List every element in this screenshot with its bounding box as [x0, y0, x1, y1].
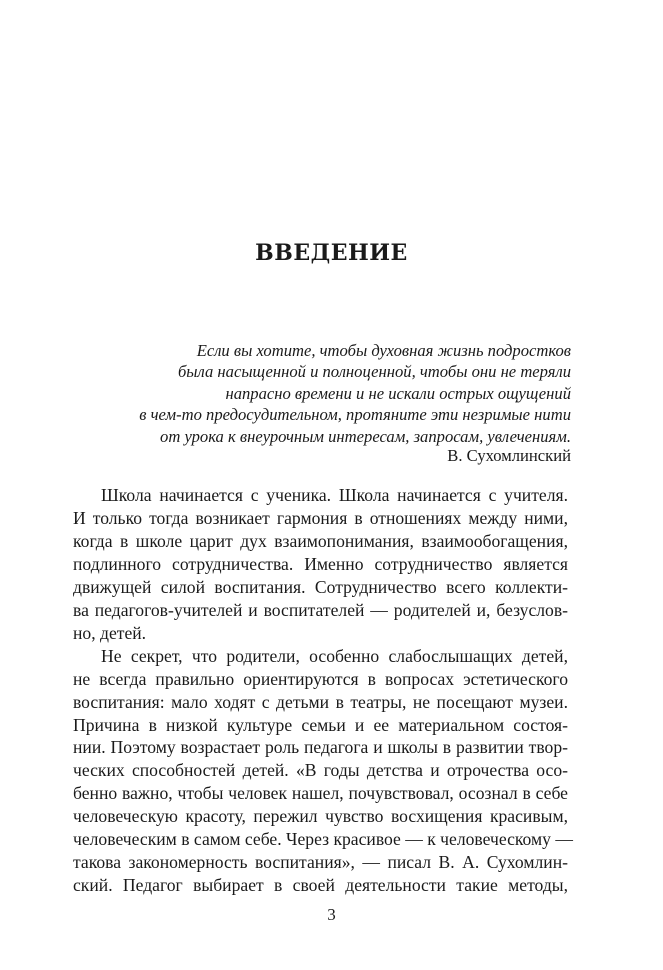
epigraph-line: от урока к внеурочным интересам, запросам, увлечениям.: [160, 426, 571, 446]
epigraph-author: В. Сухомлинский: [447, 446, 571, 465]
body-line: Школа начинается с ученика. Школа начинается с учителя.: [101, 485, 568, 505]
epigraph: [139, 340, 571, 447]
body-line: ческих способностей детей. «В годы детства и отрочества осо-: [73, 760, 568, 781]
body-line: человеческую красоту, пережил чувство восхищения красивым,: [73, 806, 568, 827]
body-line: такова закономерность воспитания», — писал В. А. Сухомлин-: [73, 852, 568, 873]
body-line: когда в школе царит дух взаимопонимания, взаимообогащения,: [73, 530, 568, 551]
epigraph-line: была насыщенной и полноценной, чтобы они не теряли: [177, 362, 571, 382]
body-line: воспитания: мало ходят с детьми в театры, не посещают музеи.: [73, 691, 568, 712]
body-line: И только тогда возникает гармония в отношениях между ними,: [73, 507, 568, 528]
body-line: ва педагогов-учителей и воспитателей — родителей и, безуслов-: [73, 599, 568, 620]
body-line: бенно важно, чтобы человек нашел, почувствовал, осознал в себе: [73, 783, 568, 804]
body-line: подлинного сотрудничества. Именно сотрудничество является: [73, 553, 568, 574]
page-number: 3: [327, 905, 336, 924]
epigraph-line: Если вы хотите, чтобы духовная жизнь подростков: [196, 341, 571, 360]
body-line: движущей силой воспитания. Сотрудничество всего коллекти-: [73, 576, 568, 597]
chapter-heading: ВВЕДЕНИЕ: [255, 240, 408, 266]
body-line: не всегда правильно ориентируются в вопросах эстетического: [73, 668, 568, 689]
body-line: Причина в низкой культуре семьи и ее материальном состоя-: [73, 714, 568, 735]
body-line: ский. Педагог выбирает в своей деятельности такие методы,: [73, 875, 568, 896]
body-line: нии. Поэтому возрастает роль педагога и школы в развитии твор-: [73, 737, 568, 758]
body-text: [73, 484, 573, 897]
epigraph-line: напрасно времени и не искали острых ощущений: [225, 383, 571, 403]
body-line: Не секрет, что родители, особенно слабослышащих детей,: [101, 645, 568, 666]
epigraph-line: в чем-то предосудительном, протяните эти незримые нити: [139, 405, 571, 425]
body-line: но, детей.: [73, 622, 147, 643]
body-line: человеческим в самом себе. Через красивое — к человеческому —: [73, 829, 573, 850]
